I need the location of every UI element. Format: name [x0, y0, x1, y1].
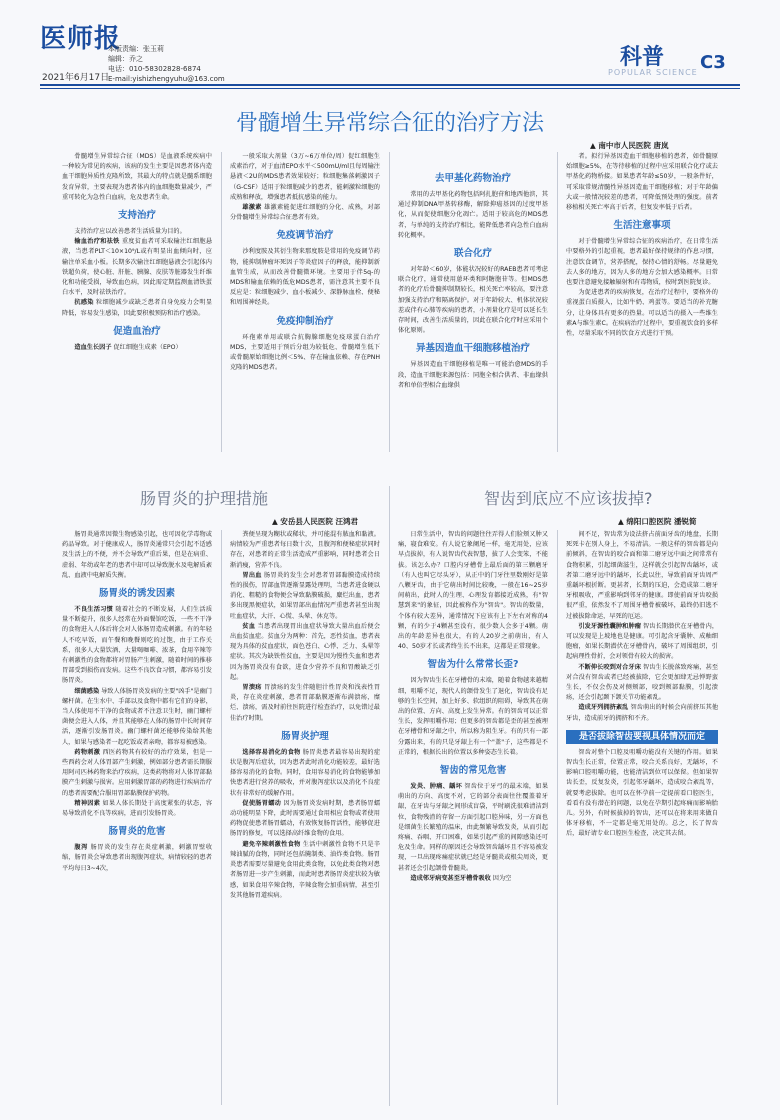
- subheading: 联合化疗: [453, 248, 492, 260]
- paragraph-text: 支持治疗应以改善患者生活质量为目的。: [74, 228, 186, 236]
- article2-column-2: [230, 530, 380, 1110]
- lead-in: 造成牙列拥挤紊乱: [578, 704, 629, 712]
- paragraph-text: 肠胃炎通常因微生物感染引起，也可因化学毒物或药品导致。对于健康成人，肠胃炎通常只会引起不适感及生活上的不便，并不会导致严重后果，但是在病重、虚弱、年幼或年老的患者中却可以导致脱水及电解质紊乱、血液中电解质失衡。: [62, 531, 212, 579]
- subheading: 肠胃炎的诱发因素: [98, 588, 175, 600]
- paragraph-text: 导致人体肠胃炎发病的主要"凶手"是幽门螺杆菌。在生水中、手部以及食物中都有它们的身影，当人体使用不干净的食物或者不注意卫生时，幽门螺杆菌便会进入人体，并且其能够在人体的肠胃中长时间存活，逐渐引发肠胃炎。幽门螺杆菌还能够传染给其他人，如果与感染者一起吃饭或者亲吻，都容易被感染。: [62, 687, 212, 746]
- subheading: 免疫调节治疗: [276, 230, 334, 242]
- article3-byline: ▲ 绵阳口腔医院 潘锐简: [618, 517, 697, 526]
- paragraph-text: 重度贫血者可采取输注红细胞悬液，当患者PLT＜10×10⁹/L或有明显出血倾向时，应输注单采血小板。长期多次输注红细胞悬液会引起体内铁超负荷，使心脏、肝脏、胰腺、皮肤等脏器发生纤维化和功能受损，导致血色病，因此需定期监测血清铁蛋白水平，及时祛铁治疗。: [62, 238, 212, 297]
- paragraph-text: 雄激素能促进红细胞的分化、成熟，对部分骨髓增生异常综合征患者有效。: [230, 204, 380, 222]
- paragraph-text: 促红细胞生成素（EPO）: [111, 343, 182, 351]
- paragraph: [230, 530, 380, 571]
- paragraph-text: 常用的去甲基化药物包括阿扎胞苷和地西他滨，其通过抑制DNA甲基转移酶，解除抑癌基因的过度甲基化，从而促使细胞分化凋亡。适用于较高危的MDS患者，与单纯的支持治疗相比，能降低患者向急性白血病转化概率。: [398, 191, 548, 239]
- lead-in: 药物刺激: [74, 748, 101, 756]
- paragraph-text: 如果人体长期处于高度紧张的状态，容易导致消化不良等疾病，进而引发肠胃炎。: [62, 799, 212, 818]
- subheading: 肠胃炎护理: [281, 730, 329, 742]
- lead-in: 引发牙源性囊肿和肿瘤: [578, 622, 641, 630]
- paragraph-text: 当患者出现胃出血症状导致大量出血后便会出血贫血症。贫血分为两种：首先，恶性贫血，患者表现为具体的贫血症状，面色苍白、心悸、乏力、头晕等症状。其次为缺铁性贫血，主要是因为慢性失血和患者因为肠胃炎没有食欲，进食少营养不良和胃酸缺乏引起。: [230, 622, 380, 681]
- paragraph-text: 异基因造血干细胞移植是唯一可能治愈MDS的手段，造血干细胞来源包括：同胞全相合供者、非血缘供者和单倍型相合血缘供: [398, 361, 548, 389]
- paragraph: [62, 530, 212, 581]
- article2-title: 肠胃炎的护理措施: [140, 489, 269, 508]
- paragraph-text: 沙利度胺及其衍生物来那度胺是常用的免疫调节药物，能抑制肿瘤坏死因子等炎症因子的释放，能抑制新血管生成，从而改善骨髓微环境。主要用于伴5q-的MDS和输血依赖的低危MDS患者，需注意其主要不良反应是：粒细胞减少、血小板减少、深静脉血栓、便秘和周围神经炎。: [230, 248, 380, 307]
- paragraph: [62, 343, 212, 353]
- paragraph: [62, 843, 212, 874]
- paragraph: [230, 622, 380, 683]
- paragraph: [62, 227, 212, 237]
- paragraph: [398, 530, 548, 652]
- column-divider: [221, 152, 222, 452]
- paragraph: [398, 676, 548, 758]
- page-header: [0, 0, 780, 95]
- column-divider: [389, 152, 390, 452]
- section-name: 科普: [620, 44, 665, 70]
- paragraph: [566, 663, 718, 704]
- paragraph: [62, 799, 212, 819]
- paragraph: [566, 288, 718, 339]
- paragraph-text: 粒细胞减少或缺乏患者自身免疫力会明显降低，容易发生感染，因此要积极预防和治疗感染。: [62, 299, 212, 317]
- paragraph: [566, 622, 718, 663]
- lead-in: 避免辛辣刺激性食物: [242, 840, 301, 848]
- article3-title: 智齿到底应不应该拔掉?: [484, 489, 653, 508]
- paragraph: [62, 687, 212, 748]
- paragraph-text: 粪便呈现为糊状或稀状，并可能混有脓血和黏液。病情较为严重患者每日数十次，且腹泻和便秘症状同时存在，对患者的正常生活造成严重影响，同时患者会日渐消瘦，营养不良。: [230, 531, 380, 569]
- lead-in: 造成邻牙病变甚至牙槽骨吸收: [410, 874, 491, 882]
- paragraph: [230, 748, 380, 799]
- paragraph: [62, 152, 212, 203]
- lead-in: 选择容易消化的食物: [242, 748, 301, 756]
- column-divider: [557, 530, 558, 1105]
- paragraph: [398, 360, 548, 391]
- lead-in: 腹泻: [74, 844, 88, 852]
- paragraph-text: 肠胃炎的发生存在炎症刺激，刺激胃壁收缩，肠胃炎会导致患者出现腹泻症状，病情较轻的患者平均每日3~4次，: [62, 844, 212, 872]
- paragraph-text: 者。拟行异基因造血干细胞移植的患者，如骨髓原始细胞≥5%，在等待移植的过程中应采用联合化疗或去甲基化药物桥接。如果患者年龄≤50岁，一般条件好，可采取常规清髓性异基因造血干细胞移植；对于年龄偏大或一般情况较差的患者，可降低预处理的强度。前者移植相关死亡率高于后者，但复发率低于后者。: [566, 153, 718, 212]
- paragraph: [62, 298, 212, 318]
- designer-line: 编辑：乔之: [108, 55, 143, 63]
- subheading: 智齿的常见危害: [439, 765, 507, 777]
- paragraph: [62, 237, 212, 298]
- article1-column-1: [62, 152, 212, 452]
- lead-in: 雄激素: [242, 204, 262, 212]
- page-number: C3: [700, 52, 726, 73]
- paragraph-text: 因为肠胃炎发病时期，患者肠胃蠕动功能明显下降，此时需要通过食用相应食物或者使用药物促使患者肠胃蠕动，有效恢复肠胃活性，能够促进肠胃的修复，可以选择高纤维食物的食用。: [230, 799, 380, 838]
- paragraph: [230, 152, 380, 203]
- article-divider: [389, 486, 390, 1106]
- section-english: POPULAR SCIENCE: [608, 68, 698, 77]
- article1-column-3: [398, 166, 548, 454]
- paragraph: [566, 152, 718, 213]
- paragraph: [230, 683, 380, 724]
- paragraph-text: 对年龄＜60岁，体能状况较好的RAEB患者可考虑联合化疗，通常使用蒽环类和阿糖胞苷等。但MDS患者的化疗后骨髓抑制期较长，相关死亡率较高，要注意加强支持治疗和隔离保护。对于年龄较大、机体状况较差或伴有心肺等疾病的患者，小剂量化疗是可以延长生存时间，改善生活质量的，因此在联合化疗时应采用个体化原则。: [398, 266, 548, 335]
- paragraph: [230, 799, 380, 840]
- paragraph: [230, 247, 380, 308]
- lead-in: 细菌感染: [74, 687, 100, 695]
- column-divider: [221, 530, 222, 1105]
- paragraph-text: 环孢素单用或联合抗胸腺细胞免疫球蛋白治疗MDS，主要适用于预后分组为较低危、骨髓增生低下或骨髓原始细胞比例＜5%、存在输血依赖、存在PNH克隆的MDS患者。: [230, 333, 380, 372]
- paragraph: [566, 748, 718, 840]
- paragraph: [230, 333, 380, 374]
- lead-in: 精神因素: [74, 799, 101, 807]
- lead-in: 抗感染: [74, 299, 94, 307]
- lead-in: 不良生活习惯: [74, 606, 114, 614]
- subheading: 去甲基化药物治疗: [434, 173, 511, 184]
- paragraph: [398, 874, 548, 884]
- editor-info: [108, 44, 225, 84]
- issue-date: 2021年6月17日: [42, 73, 110, 83]
- article1-byline: ▲ 南中市人民医院 唐岚: [590, 141, 669, 150]
- paragraph-text: 智齿萌出的时候会向前挤压其他牙齿，造成前牙的拥挤和不齐。: [566, 704, 718, 722]
- lead-in: 发炎、肿痛、龋坏: [410, 783, 463, 791]
- subheading: 异基因造血干细胞移植治疗: [415, 343, 530, 355]
- header-rule-thin: [40, 88, 740, 89]
- paragraph-text: 西医药物其有较好的治疗效果，但是一些西药会对人体胃部产生刺激，例如部分患者需长期服用阿司匹林药物来治疗疾病，这类药物将对人体胃部黏膜产生刺激与损害。应用刺激胃部的药物进行疾病治疗的患者需要配合服用胃部黏膜保护药物。: [62, 748, 212, 797]
- article3-column-1: [398, 530, 548, 1110]
- paragraph: [230, 840, 380, 901]
- email-line: E-mail:yishizhengyuhu@163.com: [108, 75, 225, 83]
- lead-in: 输血治疗和祛铁: [74, 238, 120, 246]
- paragraph-text: 骨髓增生异常综合征（MDS）是血液系统疾病中一种较为常见的疾病，该病的发生主要是因患者体内造血干细胞异质性克隆所致，其最大的特点就是髓系细胞发育异常，主要表现为患者体内的血细胞数量减少，严重可转化为急性白血病，危及患者生命。: [62, 153, 212, 201]
- paragraph: [566, 703, 718, 723]
- subheading: 是否拔除智齿要视具体情况而定: [566, 730, 718, 744]
- paragraph: [230, 571, 380, 622]
- article1-column-4: [566, 152, 718, 472]
- lead-in: 造血生长因子: [74, 343, 112, 351]
- subheading: 智齿为什么常常长歪?: [427, 659, 519, 671]
- column-divider: [557, 152, 558, 452]
- paragraph-text: 随着社会的不断发展，人们生活质量不断提升，很多人经常在外面餐馆吃饭，一些不干净的食物进入人体后将会对人体肠胃造成刺激。有的年轻人不吃早饭，而午餐和晚餐则吃的过饱，由于工作关系，很多人大量饮酒、大量喝咖啡、浓茶，食用辛辣等有刺激性的食物都将对胃肠产生刺激，随着时间的推移胃部受到损伤而发病。这些不良饮食习惯，都容易引发肠胃炎。: [62, 606, 212, 685]
- paragraph: [62, 605, 212, 687]
- paragraph: [566, 530, 718, 622]
- paragraph-text: 肠胃炎的发生会对患者胃部黏膜造成持续性的损伤，胃部血管逐渐显露处理明，当患者进食硬以消化、粗糙的食物便会导致黏膜破损，麋烂出血，患者多出现黑便症状，如果胃部出血情况严重患者甚至出现吐血症状，大汗、心慌、头晕、休克等。: [230, 571, 380, 620]
- paragraph-text: 间不足，智齿常为设法挤占前面牙齿的地盘，长期死死卡在别人身上，不易清洁。一般这样的智齿都是向前倾斜，在智齿的咬合面和第二磨牙远中面之间常常有食物积累，引起细菌滋生，这样就会引起智齿龋坏，或者第二磨牙远中的龋坏，长此以往，导致前面牙齿周严重龋坏根折断。更甚者，长期的压迫，会造成第二磨牙牙根吸收，严重影响到邻牙的健康。即使前面牙齿咬损很严重，依然发不了周围牙槽骨被破坏，最终仍旧逃不过被拔除命运，早死的厄运。: [566, 531, 718, 620]
- article3-column-2: [566, 530, 718, 1110]
- paragraph-text: 智齿对整个口腔及咀嚼功能没有关键的作用。如果智齿生长正常，位置正常，咬合关系良好，无龋坏，不影响口腔咀嚼功能，也能清洁到位可以保留。但如果智齿长歪，反复发炎，引起邻牙龋坏，造成咬合紊乱等，就要考虑拔除。也可以在怀孕前一定提前看口腔医生，看看有没有潜在的问题，以免在孕期引起疼痛而影响胎儿。另外，有时候拔掉的智齿，还可以在将来用来做自体牙移植，不一定都是毫无用处的。总之，长了智齿后，最好请专业口腔医生检查，决定其去留。: [566, 748, 718, 838]
- masthead-logo: 医师报: [40, 24, 122, 54]
- subheading: 促造血治疗: [113, 325, 161, 337]
- subheading: 支持治疗: [117, 210, 156, 222]
- article1-title: 骨髓增生异常综合征的治疗方法: [235, 111, 544, 136]
- lead-in: 胃出血: [242, 571, 262, 579]
- paragraph-text: 对于骨髓增生异常综合征的疾病治疗，在日常生活中要格外的引起重视，患者最好保持规律的作息习惯，注意饮食调节，营养搭配，保持心情的舒畅。尽量避免去人多的地方，因为人多的地方会加大感染概率。日常也要注意避免接触辐射和有毒物质，按时到医院复诊。: [566, 238, 718, 287]
- paragraph: [566, 237, 718, 288]
- article2-byline: ▲ 安岳县人民医院 汪鸿君: [272, 517, 358, 526]
- paragraph-text: 生活中刺激性食物不只是辛辣油腻的食物，同时还包括腌制类、油炸类食物。肠胃炎患者需要尽量避免食用此类食物，以免此类食物对患者肠胃进一步产生刺激，而此时患者肠胃炎症状较为敏感，如果食用辛辣食物，辛辣食物会加重病情，甚至引发其他肠胃道疾病。: [230, 840, 380, 899]
- paragraph-text: 智齿生长脱落致疼痛，甚至对合没有智齿或者已经被拔除，它会更加肆无忌惮野蛮生长，不仅会伤及对侧颊部，咬到颊部黏膜，引起溃疡，还会引起颞下颌关节功能紊乱。: [566, 663, 718, 702]
- paragraph: [398, 190, 548, 241]
- paragraph-text: 因为空: [490, 874, 512, 882]
- paragraph: [230, 203, 380, 223]
- article2-column-1: [62, 530, 212, 1110]
- lead-in: 胃溃疡: [242, 684, 262, 692]
- article1-column-2: [230, 152, 380, 452]
- phone-line: 电话：010-58302828-6874: [108, 65, 201, 73]
- paragraph-text: 为促进患者的疾病恢复，在治疗过程中，要格外的重视蛋白质摄入，比如牛奶、鸡蛋等。要适当的补充糖分，让身体具有更多的热量。可以适当的摄入一些维生素A与维生素C。在疾病治疗过程中，要重视饮食的多样性，尽量采取不同的饮食方式进行干预。: [566, 289, 718, 338]
- paragraph-text: 一般采取大剂量（3万~6万单位/周）促红细胞生成素治疗，对于血清EPO水平＜500mU/ml且每周输注悬液＜2U的MDS患者效果较好；粒细胞集落刺激因子（G-CSF）适用于粒细胞减少的患者，能刺激粒细胞的成熟和释放，增强患者抵抗感染的能力。: [230, 153, 380, 201]
- paragraph-text: 智齿位于牙弓的最末端，如果萌出的方向、高度不对，它的部分表面往往覆盖着牙龈，在牙齿与牙龈之间形成盲袋，平时刷洗很难清洁到位，食物残渣的存留一方面引起口腔异味，另一方面也是细菌生长繁殖的温床，由此频繁导致发炎，从而引起疼痛、吞咽、开口困难，如果引起严重的间隙感染还可危及生命。同样的原因还会导致智齿龋坏且不容易被发现，一旦出现疼痛症状就已经是牙髓炎或根尖周炎，更甚者还会引起颌骨骨髓炎。: [398, 783, 548, 872]
- paragraph: [398, 265, 548, 336]
- paragraph-text: 因为智齿生长在牙槽骨的末端，随着食物越来越精细，咀嚼不足，现代人的颌骨发生了退化，智齿没有足够的生长空间，加上好多、软组织的阻碍，导致其在萌出的位置、方向、高度上发生异常。有的智齿可以正常生长，发挥咀嚼作用；但更多的智齿都是歪的甚至被埋在牙槽骨和牙龈之中，所以称为阻生牙。有的只有一部分露出来，有的只是牙龈上有一个"盖"子，这些都是不正常的，根据长出的位置以多种姿态生长着。: [398, 677, 548, 756]
- lead-in: 不断伸长咬到对合牙床: [578, 663, 641, 671]
- paragraph-text: 胃溃疡的发生伴随胆汁性胃炎和浅表性胃炎，存在炎症刺激，患者胃部黏膜逐渐布满溃疡，糜烂、溃疡，需及时前往医院进行检查治疗，以免错过最佳治疗时期。: [230, 684, 380, 722]
- subheading: 生活注意事项: [613, 220, 671, 232]
- paragraph: [398, 782, 548, 874]
- paragraph: [62, 748, 212, 799]
- subheading: 免疫抑制治疗: [276, 315, 334, 327]
- lead-in: 促使肠胃蠕动: [242, 799, 282, 807]
- paragraph-text: 日常生活中，智齿的问题往往弄得人们脸颊又肿又痛，寝食难安。有人说它象阑尾一样，毫无用处，应该早点拔掉，有人说智齿代表智慧，拔了人会变笨，不能拔。该怎么办？口腔内牙槽骨上最后面的第三颗磨牙（有人也叫它尽头牙），从正中的门牙往里数刚好是第八颗牙齿，由于它萌出时间比较晚，一般在16~25岁间萌出，此时人的生理、心理发育都接近成熟，有"智慧到来"的象征，因此被称作为"智齿"。智齿的数量，个体有较大差异，通常情况下应该有上下左右对称的4颗，有的少于4颗甚至没有，很少数人会多于4颗。萌出的年龄差异也很大，有的人20岁之前萌出，有人40、50岁才长或者终生长不出来，这都是正常现象。: [398, 531, 548, 651]
- paragraph-text: 智齿长期潜伏在牙槽骨内，可以发现是上坡地也是健康。可引起含牙囊肿、成釉细胞瘤，如果长期潜伏在牙槽骨内，破坏了周围组织，引起病理性骨折，会对领骨有较大的损害。: [566, 622, 718, 661]
- lead-in: 贫血: [242, 622, 256, 630]
- header-rule: [40, 84, 740, 86]
- subheading: 肠胃炎的危害: [108, 826, 166, 838]
- editor-line: 本版责编：张玉莉: [108, 45, 164, 53]
- paragraph-text: 肠胃炎患者最容易出现的症状是腹泻后症状，因为患者此时消化功能较差，最好选择容易消化的食物。同时，食用容易消化的食物能够加快患者进行营养的吸收，并对腹泻症状以及消化不良症状有非常好的缓解作用。: [230, 748, 380, 797]
